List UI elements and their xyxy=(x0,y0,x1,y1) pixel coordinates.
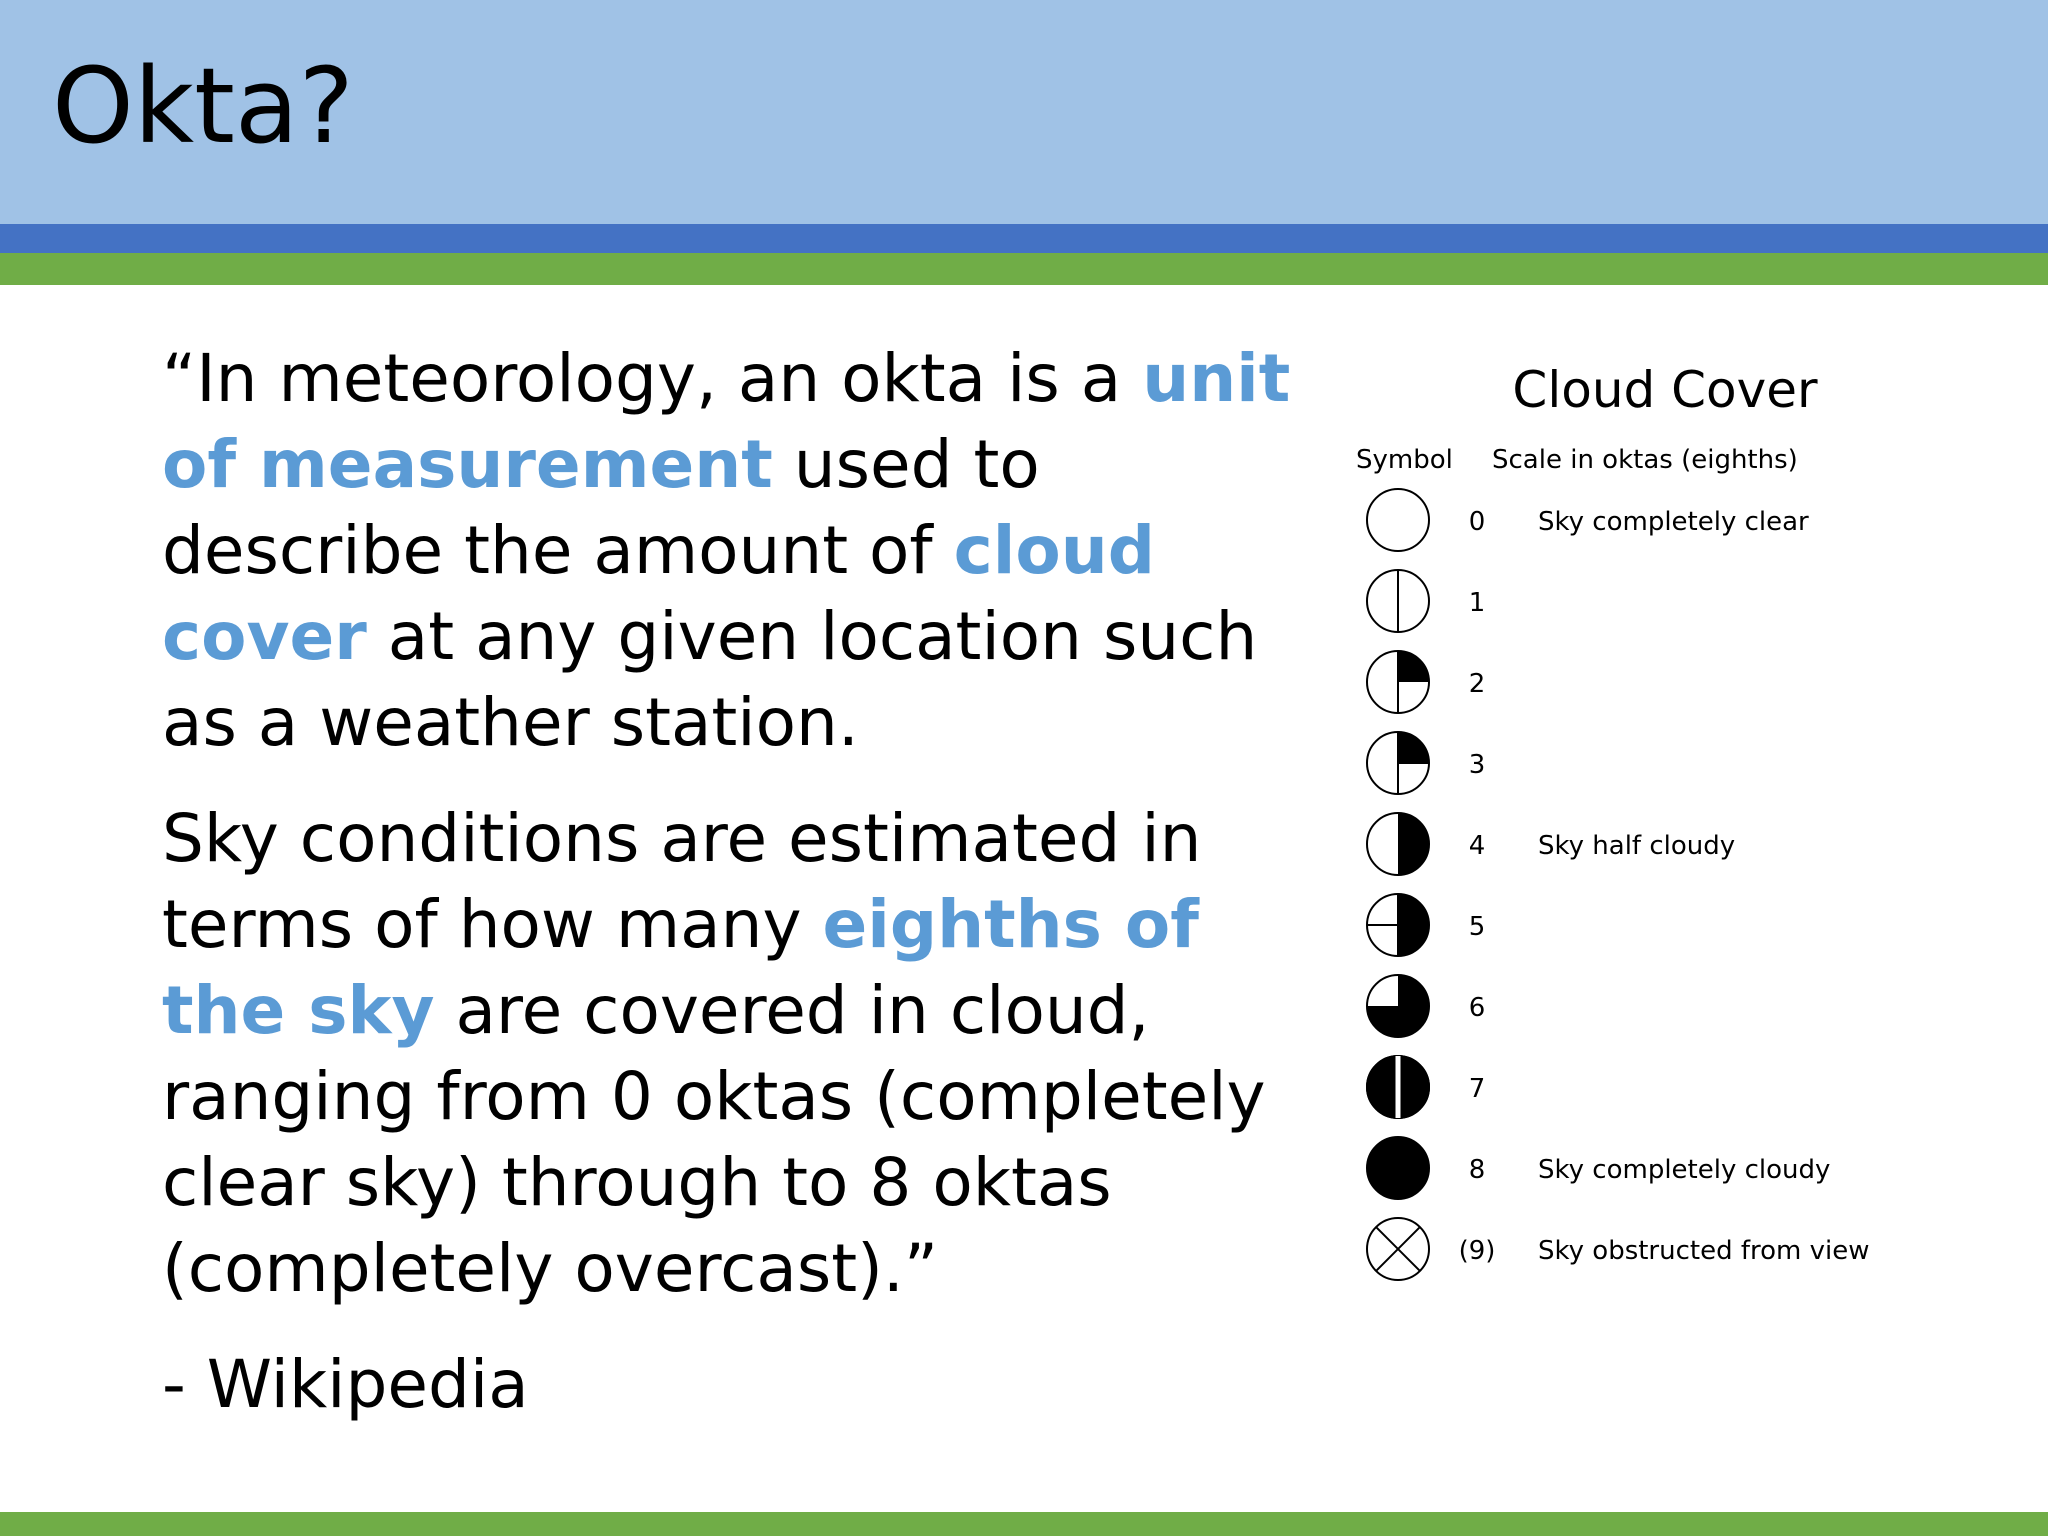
quote-text: “In meteorology, an okta is a xyxy=(162,340,1143,417)
cloud-cover-row xyxy=(1340,891,1980,963)
cloud-cover-row xyxy=(1340,567,1980,639)
okta-5-icon xyxy=(1364,891,1432,959)
cloud-cover-row xyxy=(1340,486,1980,558)
footer-band-green xyxy=(0,1512,2048,1536)
quote-text: Sky conditions are estimated in terms of how many xyxy=(162,800,1202,963)
okta-value: 8 xyxy=(1468,1155,1486,1185)
okta-value: 3 xyxy=(1468,750,1486,780)
quote-text: are covered in cloud, ranging from 0 oktas (completely clear sky) through to 8 oktas (completely overcast).” xyxy=(162,972,1266,1307)
okta-value: 2 xyxy=(1468,669,1486,699)
scale-column-header: Scale in oktas (eighths) xyxy=(1492,445,1798,475)
quote-text: used to describe the amount of xyxy=(162,426,1040,589)
highlighted-term: cloud cover xyxy=(162,512,1155,675)
header-band-green xyxy=(0,253,2048,285)
okta-2-icon xyxy=(1364,648,1432,716)
okta-value: 6 xyxy=(1468,993,1486,1023)
okta-value: 7 xyxy=(1468,1074,1486,1104)
attribution: - Wikipedia xyxy=(162,1346,529,1423)
quote-text: at any given location such as a weather station. xyxy=(162,598,1258,761)
okta-0-icon xyxy=(1364,486,1432,554)
highlighted-term: eighths of the sky xyxy=(162,886,1199,1049)
cloud-cover-row xyxy=(1340,729,1980,801)
okta-value: 1 xyxy=(1468,588,1486,618)
okta-8-icon xyxy=(1364,1134,1432,1202)
okta-description: Sky obstructed from view xyxy=(1538,1236,1870,1266)
cloud-cover-row xyxy=(1340,648,1980,720)
header-band-blue xyxy=(0,224,2048,253)
okta-description: Sky completely cloudy xyxy=(1538,1155,1831,1185)
okta-value: 5 xyxy=(1468,912,1486,942)
quote-paragraph-1 xyxy=(162,336,1292,766)
symbol-column-header: Symbol xyxy=(1356,445,1453,475)
okta-description: Sky completely clear xyxy=(1538,507,1809,537)
okta-value: (9) xyxy=(1458,1236,1496,1266)
okta-7-icon xyxy=(1364,1053,1432,1121)
okta-3-icon xyxy=(1364,729,1432,797)
okta-4-icon xyxy=(1364,810,1432,878)
cloud-cover-row xyxy=(1340,1215,1980,1287)
quote-paragraph-2 xyxy=(162,796,1292,1312)
okta-description: Sky half cloudy xyxy=(1538,831,1736,861)
okta-value: 4 xyxy=(1468,831,1486,861)
cloud-cover-row xyxy=(1340,1053,1980,1125)
quote-body xyxy=(162,336,1292,1458)
cloud-cover-row xyxy=(1340,1134,1980,1206)
highlighted-term: unit of measurement xyxy=(162,340,1291,503)
okta-obstructed-icon xyxy=(1364,1215,1432,1283)
okta-value: 0 xyxy=(1468,507,1486,537)
okta-6-icon xyxy=(1364,972,1432,1040)
cloud-cover-title: Cloud Cover xyxy=(1512,361,1818,419)
slide-title: Okta? xyxy=(52,45,354,167)
okta-1-icon xyxy=(1364,567,1432,635)
cloud-cover-chart xyxy=(1340,350,1980,1310)
cloud-cover-row xyxy=(1340,972,1980,1044)
cloud-cover-row xyxy=(1340,810,1980,882)
